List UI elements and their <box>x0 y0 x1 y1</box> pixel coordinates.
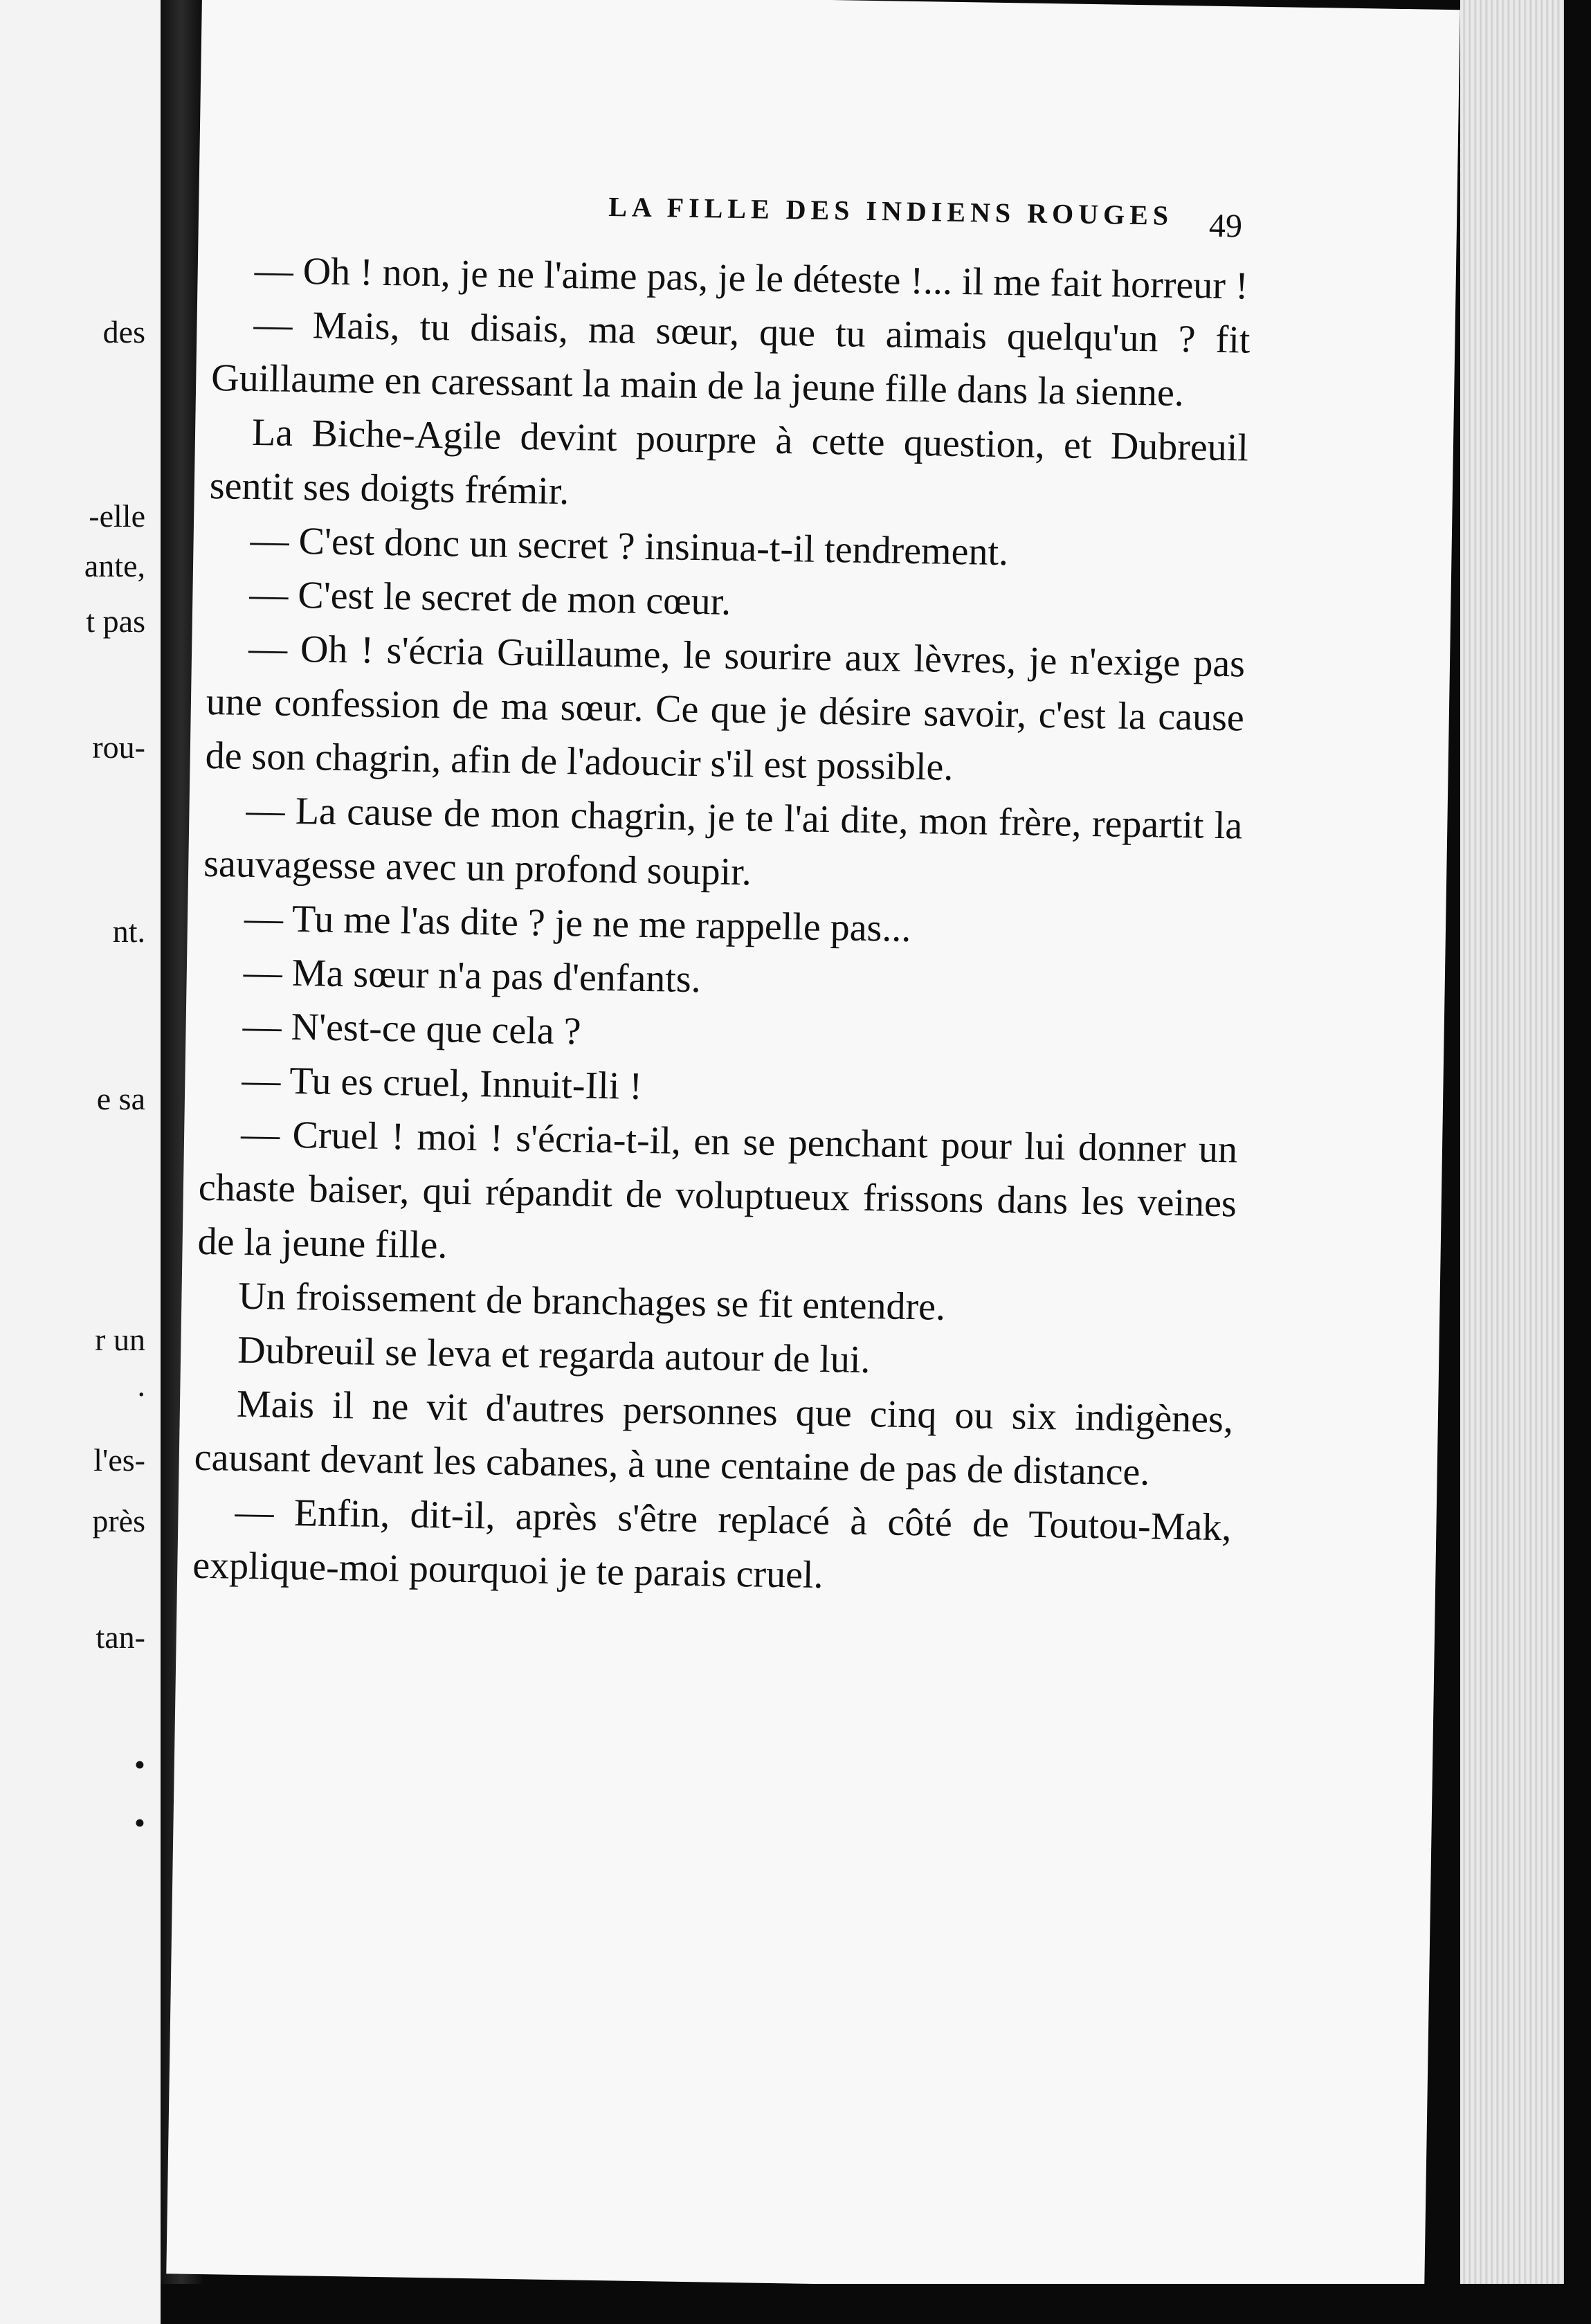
scan-border-right <box>1564 0 1591 2324</box>
left-fragment: ante, <box>84 548 145 583</box>
paragraph: — C'est le secret de mon cœur. <box>248 572 731 624</box>
paragraph: — Oh ! non, je ne l'aime pas, je le déteste !... il me fait horreur ! <box>254 248 1249 308</box>
left-fragment: nt. <box>112 914 145 949</box>
paragraph: La Biche-Agile devint pourpre à cette question, et Dubreuil sentit ses doigts frémir. <box>209 410 1249 514</box>
running-head: LA FILLE DES INDIENS ROUGES <box>608 190 1174 231</box>
page-block-edges <box>1460 0 1564 2312</box>
left-fragment: rou- <box>92 729 145 765</box>
paragraph: Dubreuil se leva et regarda autour de lui. <box>237 1328 871 1382</box>
book-page <box>166 0 1460 2294</box>
page-number: 49 <box>1208 207 1243 245</box>
paragraph: — Tu me l'as dite ? je ne me rappelle pas... <box>244 896 911 950</box>
paragraph: — Tu es cruel, Innuit-Ili ! <box>241 1058 643 1108</box>
paragraph: — Enfin, dit-il, après s'être replacé à côté de Toutou-Mak, explique-moi pourquoi je te parais cruel. <box>192 1490 1232 1597</box>
paragraph: — Cruel ! moi ! s'écria-t-il, en se penchant pour lui donner un chaste baiser, qui répandit de voluptueux frissons dans les veines de la jeune fille. <box>197 1112 1238 1267</box>
left-fragment: e sa <box>96 1081 145 1116</box>
left-fragment: des <box>102 314 145 349</box>
paragraph: — N'est-ce que cela ? <box>242 1004 581 1053</box>
paragraph: — Oh ! s'écria Guillaume, le sourire aux lèvres, je n'exige pas une confession de ma sœur. Ce que je désire savoir, c'est la cause de son chagrin, afin de l'adoucir s'il est possible. <box>205 626 1246 789</box>
paragraph: Un froissement de branchages se fit entendre. <box>237 1274 946 1329</box>
page-body <box>192 243 1251 1608</box>
left-fragment: l'es- <box>93 1442 145 1478</box>
paragraph: — Mais, tu disais, ma sœur, que tu aimais quelqu'un ? fit Guillaume en caressant la main de la jeune fille dans la sienne. <box>210 302 1251 415</box>
paragraph: — La cause de mon chagrin, je te l'ai dite, mon frère, repartit la sauvagesse avec un profond soupir. <box>203 788 1243 894</box>
paragraph: — Ma sœur n'a pas d'enfants. <box>243 950 702 1001</box>
paragraph: — C'est donc un secret ? insinua-t-il tendrement. <box>250 518 1009 574</box>
left-fragment: près <box>92 1503 145 1538</box>
left-fragment: • <box>134 1747 145 1782</box>
left-fragment: . <box>137 1368 145 1403</box>
paragraph: Mais il ne vit d'autres personnes que cinq ou six indigènes, causant devant les cabanes, à une centaine de pas de distance. <box>194 1382 1234 1494</box>
left-fragment: -elle <box>89 498 145 534</box>
left-fragment: tan- <box>96 1619 145 1655</box>
previous-page-edge <box>0 0 161 2324</box>
left-fragment: r un <box>95 1322 145 1357</box>
left-fragment: t pas <box>86 603 145 639</box>
left-fragment: • <box>134 1805 145 1840</box>
scan-border-bottom <box>161 2284 1591 2324</box>
